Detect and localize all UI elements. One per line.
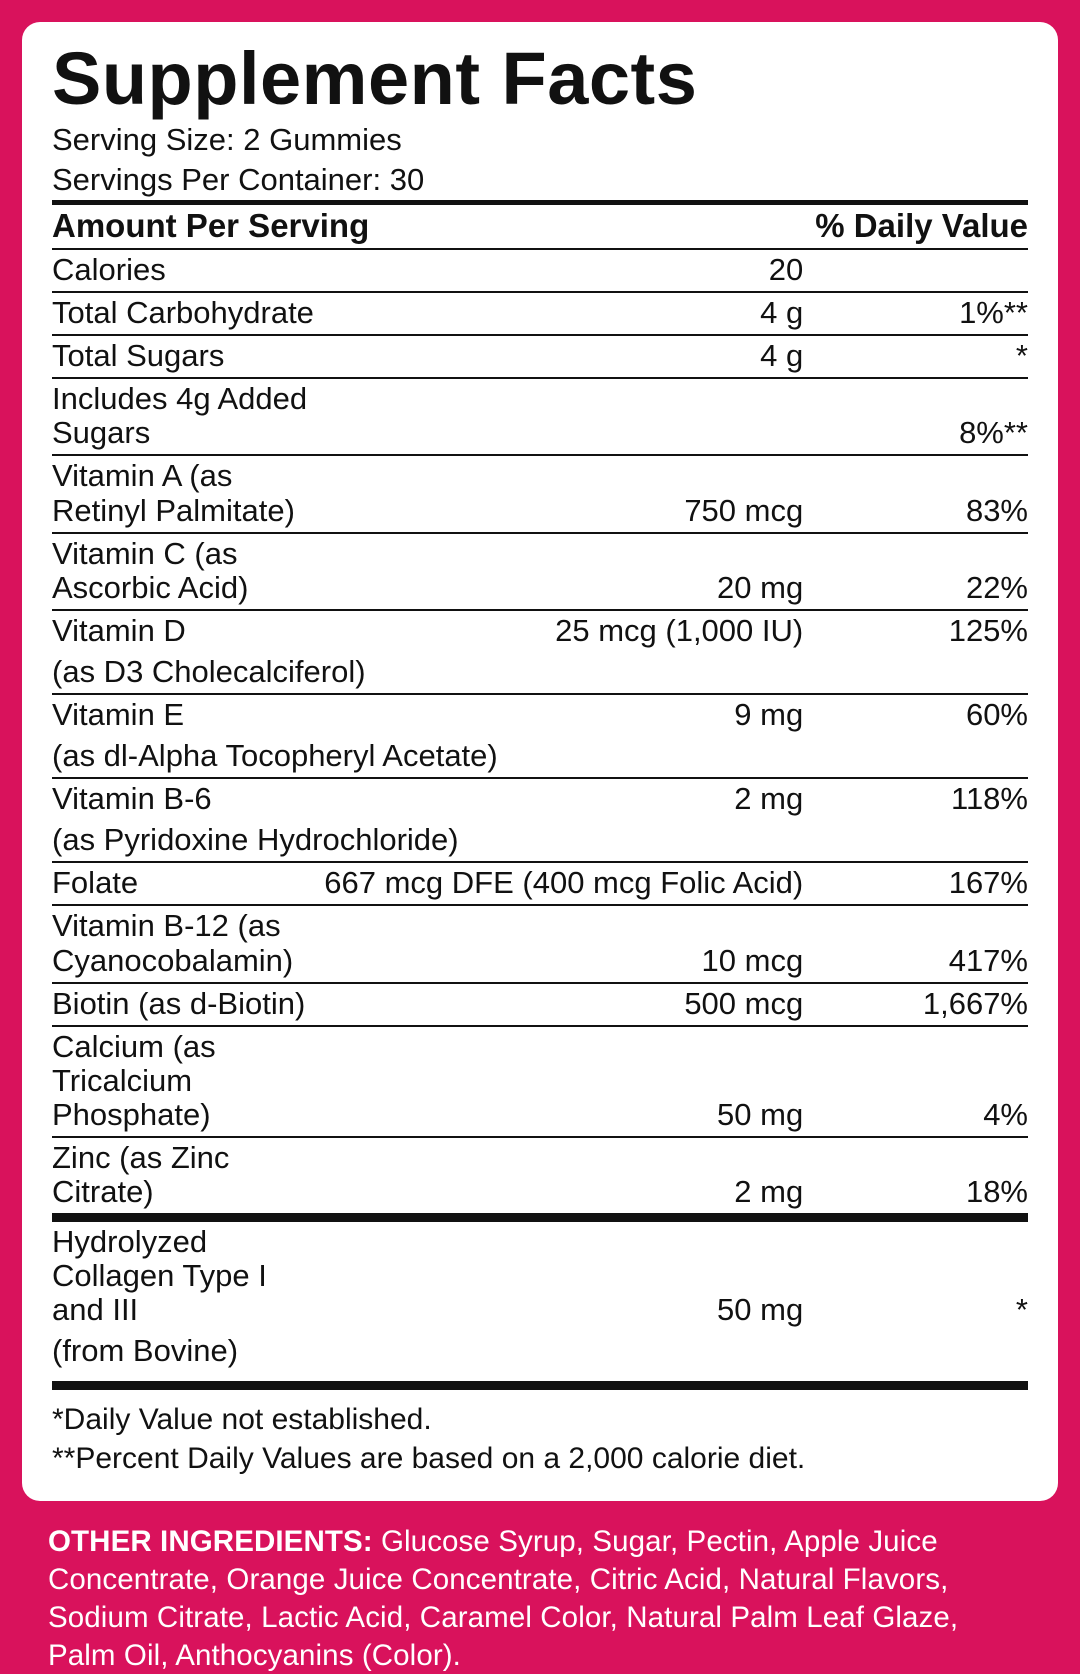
- table-row: [52, 905, 1028, 982]
- nutrient-amount: 9 mg: [314, 694, 803, 736]
- nutrient-dv: 417%: [803, 905, 1028, 982]
- servings-per-container: Servings Per Container: 30: [52, 161, 425, 197]
- nutrient-dv: 60%: [803, 694, 1028, 736]
- nutrient-name: Vitamin B-6: [52, 778, 314, 820]
- nutrition-table: [52, 205, 1028, 1373]
- table-row: [52, 455, 1028, 532]
- nutrient-name: Folate: [52, 862, 314, 905]
- nutrient-name: Vitamin E: [52, 694, 314, 736]
- nutrient-source: (from Bovine): [52, 1333, 239, 1369]
- table-row: [52, 378, 1028, 455]
- nutrient-name: Vitamin B-12 (as Cyanocobalamin): [52, 905, 314, 982]
- nutrient-name: Total Carbohydrate: [52, 292, 314, 335]
- serving-size: Serving Size: 2 Gummies: [52, 122, 402, 158]
- footnote-percent-dv: **Percent Daily Values are based on a 2,000 calorie diet.: [52, 1442, 806, 1476]
- nutrient-amount: 20 mg: [314, 533, 803, 610]
- supplement-facts-panel: [22, 22, 1058, 1501]
- table-row: [52, 778, 1028, 820]
- table-row: [52, 249, 1028, 292]
- table-subrow: [52, 820, 1028, 862]
- nutrient-amount: 4 g: [314, 335, 803, 378]
- nutrient-name: Total Sugars: [52, 335, 314, 378]
- table-subrow: [52, 652, 1028, 694]
- table-row: [52, 533, 1028, 610]
- panel-title: Supplement Facts: [52, 37, 698, 120]
- nutrient-amount: 750 mcg: [314, 455, 803, 532]
- nutrient-amount: 20: [314, 249, 803, 292]
- table-row: [52, 1218, 1028, 1332]
- table-header-row: [52, 205, 1028, 249]
- nutrient-dv: 125%: [803, 610, 1028, 652]
- table-row: [52, 1026, 1028, 1137]
- amount-per-serving-header: Amount Per Serving: [52, 206, 370, 244]
- nutrient-dv: *: [803, 1218, 1028, 1332]
- other-ingredients-text: Glucose Syrup, Sugar, Pectin, Apple Juice Concentrate, Orange Juice Concentrate, Citric Acid, Natural Flavors, Sodium Citrate, Lactic Acid, Caramel Color, Natural Palm Leaf Glaze, Palm Oil, Anthocyanins (Color).: [48, 1525, 959, 1672]
- divider-bottom: [52, 1381, 1028, 1390]
- nutrient-amount: 2 mg: [314, 1137, 803, 1218]
- nutrient-amount: [314, 378, 803, 455]
- nutrient-name: Biotin (as d-Biotin): [52, 983, 314, 1026]
- table-row: [52, 862, 1028, 905]
- nutrient-dv: 4%: [803, 1026, 1028, 1137]
- table-row: [52, 335, 1028, 378]
- nutrient-amount: 4 g: [314, 292, 803, 335]
- nutrient-dv: 83%: [803, 455, 1028, 532]
- nutrient-dv: 1,667%: [803, 983, 1028, 1026]
- nutrient-dv: 118%: [803, 778, 1028, 820]
- nutrient-amount: 50 mg: [314, 1026, 803, 1137]
- table-subrow: [52, 1331, 1028, 1372]
- nutrient-dv: *: [803, 335, 1028, 378]
- footnote-daily-value: *Daily Value not established.: [52, 1402, 432, 1436]
- nutrient-dv: 167%: [803, 862, 1028, 905]
- other-ingredients-label: OTHER INGREDIENTS:: [48, 1525, 373, 1559]
- nutrient-amount: 10 mcg: [314, 905, 803, 982]
- table-row: [52, 694, 1028, 736]
- nutrient-name: Hydrolyzed Collagen Type I and III: [52, 1218, 314, 1332]
- nutrient-name: Calcium (as Tricalcium Phosphate): [52, 1026, 314, 1137]
- nutrient-amount: 667 mcg DFE (400 mcg Folic Acid): [314, 862, 803, 905]
- nutrient-amount: 25 mcg (1,000 IU): [314, 610, 803, 652]
- daily-value-header: % Daily Value: [815, 206, 1028, 244]
- nutrient-amount: 500 mcg: [314, 983, 803, 1026]
- table-row: [52, 983, 1028, 1026]
- nutrient-name: Vitamin D: [52, 610, 314, 652]
- nutrient-dv: 22%: [803, 533, 1028, 610]
- nutrient-name: Calories: [52, 249, 314, 292]
- nutrient-dv: [803, 249, 1028, 292]
- nutrient-name: Zinc (as Zinc Citrate): [52, 1137, 314, 1218]
- nutrient-source: (as Pyridoxine Hydrochloride): [52, 822, 459, 858]
- nutrient-name: Vitamin A (as Retinyl Palmitate): [52, 455, 314, 532]
- nutrient-name: Includes 4g Added Sugars: [52, 378, 314, 455]
- other-ingredients: [22, 1501, 1058, 1674]
- nutrient-dv: 8%**: [803, 378, 1028, 455]
- nutrient-amount: 50 mg: [314, 1218, 803, 1332]
- table-row: [52, 610, 1028, 652]
- nutrient-name: Vitamin C (as Ascorbic Acid): [52, 533, 314, 610]
- table-row: [52, 292, 1028, 335]
- nutrient-dv: 18%: [803, 1137, 1028, 1218]
- nutrient-dv: 1%**: [803, 292, 1028, 335]
- nutrient-source: (as D3 Cholecalciferol): [52, 653, 366, 689]
- table-row: [52, 1137, 1028, 1218]
- nutrient-amount: 2 mg: [314, 778, 803, 820]
- table-subrow: [52, 736, 1028, 778]
- nutrient-source: (as dl-Alpha Tocopheryl Acetate): [52, 738, 498, 774]
